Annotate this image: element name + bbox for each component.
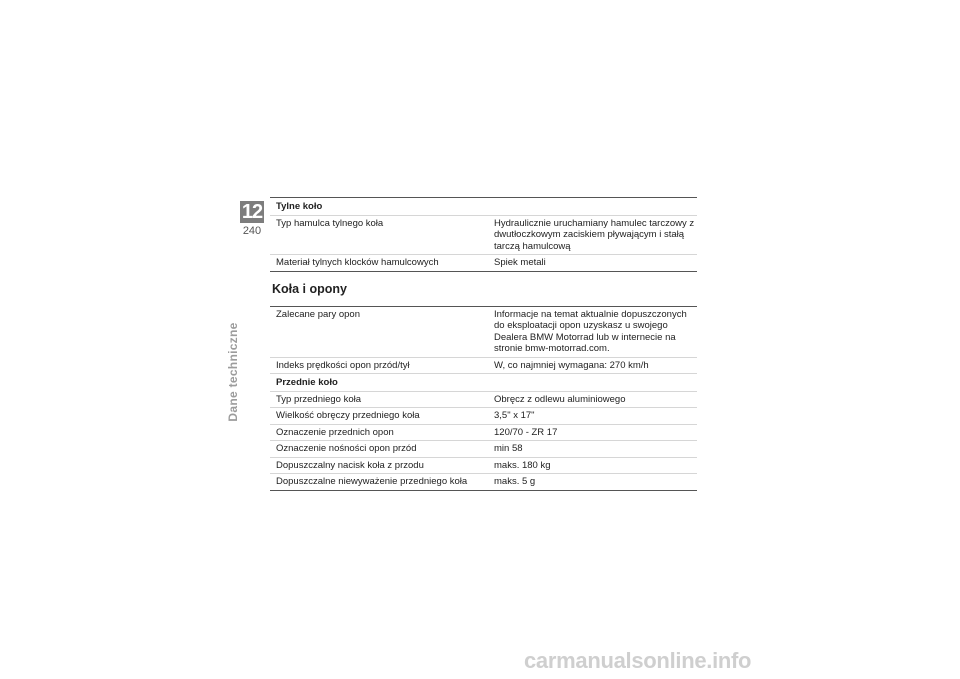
spec-value: maks. 5 g [488,474,697,491]
spec-label: Typ przedniego koła [270,391,488,408]
section-heading: Koła i opony [272,281,347,296]
spec-value: 3,5" x 17" [488,408,697,425]
front-wheel-heading: Przednie koło [270,374,697,392]
spec-label: Indeks prędkości opon przód/tył [270,357,488,374]
spec-label: Dopuszczalne niewyważenie przedniego koła [270,474,488,491]
spec-label: Wielkość obręczy przedniego koła [270,408,488,425]
spec-value: min 58 [488,441,697,458]
chapter-number: 12 [241,201,263,223]
wheels-tires-table [270,306,697,491]
spec-value: Spiek metali [488,255,697,272]
spec-label: Dopuszczalny nacisk koła z przodu [270,457,488,474]
rear-wheel-table [270,197,697,272]
spec-label: Zalecane pary opon [270,306,488,357]
spec-value: Hydraulicznie uruchamiany hamulec tarczowy z dwutłoczkowym zaciskiem pływającym i stałą tarczą hamulcową [488,215,697,255]
spec-value: Informacje na temat aktualnie dopuszczonych do eksploatacji opon uzyskasz u swojego Dealera BMW Motorrad lub w internecie na stronie bmw-motorrad.com. [488,306,697,357]
watermark: carmanualsonline.info [524,648,752,673]
spec-label: Materiał tylnych klocków hamulcowych [270,255,488,272]
chapter-side-title: Dane techniczne [226,322,240,422]
spec-label: Oznaczenie nośności opon przód [270,441,488,458]
spec-label: Oznaczenie przednich opon [270,424,488,441]
spec-label: Typ hamulca tylnego koła [270,215,488,255]
spec-content [270,197,697,491]
page-number: 240 [242,225,262,237]
spec-value: Obręcz z odlewu aluminiowego [488,391,697,408]
spec-value: maks. 180 kg [488,457,697,474]
spec-value: 120/70 - ZR 17 [488,424,697,441]
rear-wheel-heading: Tylne koło [270,198,697,216]
spec-value: W, co najmniej wymagana: 270 km/h [488,357,697,374]
